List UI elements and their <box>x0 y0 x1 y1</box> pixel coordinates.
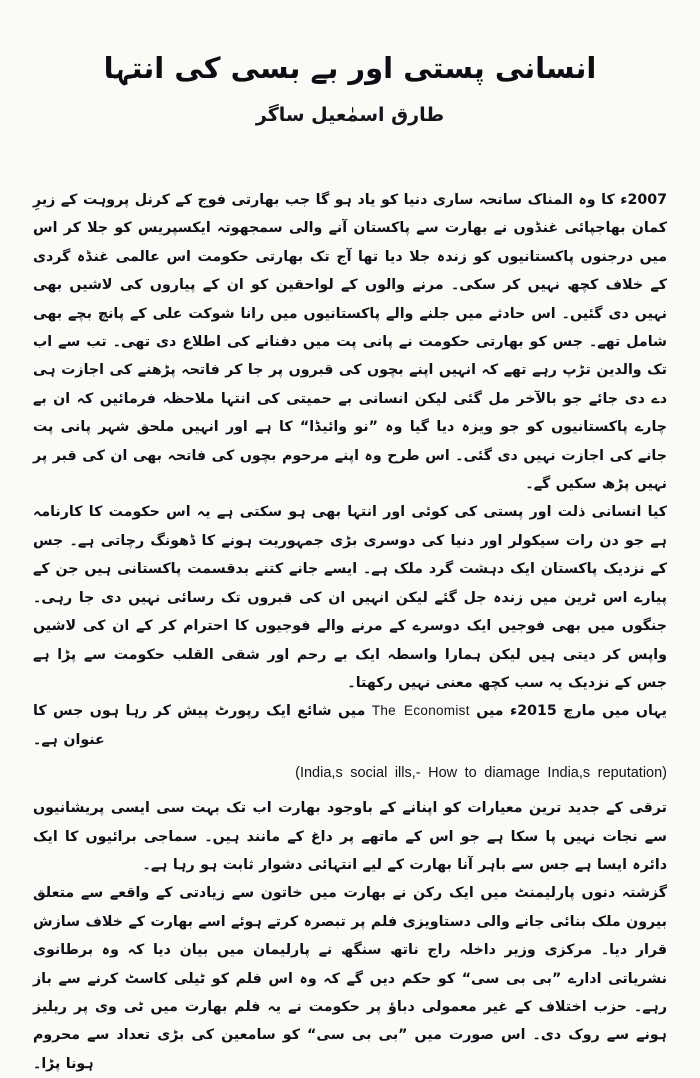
paragraph-4: ترقی کے جدید ترین معیارات کو اپنانے کے باوجود بھارت اب تک بہت سی ایسی پریشانیوں سے نجات نہیں پا سکا ہے جو اس کے ماتھے پر داغ کے مانند ہیں۔ سماجی برائیوں کا ایک دائرہ ایسا ہے جس سے باہر آنا بھارت کے لیے انتہائی دشوار ثابت ہو رہا ہے۔ <box>33 800 667 873</box>
page-title: انسانی پستی اور بے بسی کی انتہا <box>103 51 597 85</box>
article-masthead <box>0 0 700 132</box>
article-body <box>33 186 667 1078</box>
paragraph-2: کیا انسانی ذلت اور پستی کی کوئی اور انتہا بھی ہو سکتی ہے یہ اس حکومت کا کارنامہ ہے جو دن رات سیکولر اور دنیا کی دوسری بڑی جمہوریت ہونے کا ڈھونگ رچاتی ہے۔ جس کے نزدیک پاکستان ایک دہشت گرد ملک ہے۔ ایسے جانے کتنے بدقسمت پاکستانی ہیں جن کے پیارے اس ٹرین میں زندہ جل گئے لیکن انہیں ان کی قبروں تک رسائی نہیں دی جا رہی۔ جنگوں میں بھی فوجیں ایک دوسرے کے مرنے والے فوجیوں کا احترام کر کے ان کی لاشیں واپس کر دیتی ہیں لیکن ہمارا واسطہ ایک بے رحم اور شقی القلب حکومت سے پڑا ہے جس کے نزدیک یہ سب کچھ معنی نہیں رکھتا۔ <box>33 504 667 691</box>
paragraph-3-text-before: یہاں میں مارچ 2015ء میں <box>469 703 667 720</box>
paragraph-5: گزشتہ دنوں پارلیمنٹ میں ایک رکن نے بھارت میں خاتون سے زیادتی کے واقعے سے متعلق بیرون ملک بنائی جانے والی دستاویزی فلم پر تبصرہ کرتے ہوئے اسے بھارت کے خلاف سازش قرار دیا۔ مرکزی وزیر داخلہ راج ناتھ سنگھ نے پارلیمان میں بیان دیا کہ وہ برطانوی نشریاتی ادارے ”بی بی سی“ کو حکم دیں گے کہ وہ اس فلم کو ٹیلی کاسٹ کرنے سے باز رہے۔ حزب اختلاف کے غیر معمولی دباؤ پر حکومت نے یہ فلم بھارت میں ٹی وی پر ریلیز ہونے سے روک دی۔ اس صورت میں ”بی بی سی“ کو سامعین کی بڑی تعداد سے محروم ہونا پڑا۔ <box>33 885 667 1072</box>
english-report-title: (India,s social ills,- How to diamage India,s reputation) <box>295 765 667 782</box>
paragraph-1: 2007ء کا وہ المناک سانحہ ساری دنیا کو یاد ہو گا جب بھارتی فوج کے کرنل پروہت کے زیرِ کمان بھاجپائی غنڈوں نے بھارت سے پاکستان آنے والی سمجھوتہ ایکسپریس کو جلا کر اس میں درجنوں پاکستانیوں کو زندہ جلا دیا تھا آج تک بھارتی حکومت اس عالمی غنڈہ گردی کے خلاف کچھ نہیں کر سکی۔ مرنے والوں کے لواحقین کو ان کے پیاروں کی لاشیں بھی نہیں دی گئیں۔ اس حادثے میں جلنے والے پاکستانیوں میں رانا شوکت علی کے پانچ بچے بھی شامل تھے۔ جس کو بھارتی حکومت نے پانی پت میں دفنانے کی اطلاع دی تھی۔ تب سے اب تک والدین تڑپ رہے تھے کہ انہیں اپنے بچوں کی قبروں پر جا کر فاتحہ پڑھنے کی اجازت ہی دے دی جائے جو بالآخر مل گئی لیکن انسانی بے حمیتی کی انتہا ملاحظہ فرمائیں کہ ان بے چارے پاکستانیوں کو جو ویزہ دیا گیا وہ ”نو وائیڈا“ کا ہے اور انہیں ملحق شہر پانی پت جانے کی اجازت نہیں دی گئی۔ اس طرح وہ اپنے مرحوم بچوں کی فاتحہ بھی ان کی قبر پر نہیں پڑھ سکیں گے۔ <box>33 192 667 493</box>
publication-name: The Economist <box>371 703 470 719</box>
paragraph-3-text-after: میں شائع ایک رپورٹ پیش کر رہا ہوں جس کا عنوان ہے۔ <box>33 703 372 748</box>
paragraph-3 <box>33 697 667 754</box>
article-author: طارق اسمٰعیل ساگر <box>255 104 445 126</box>
